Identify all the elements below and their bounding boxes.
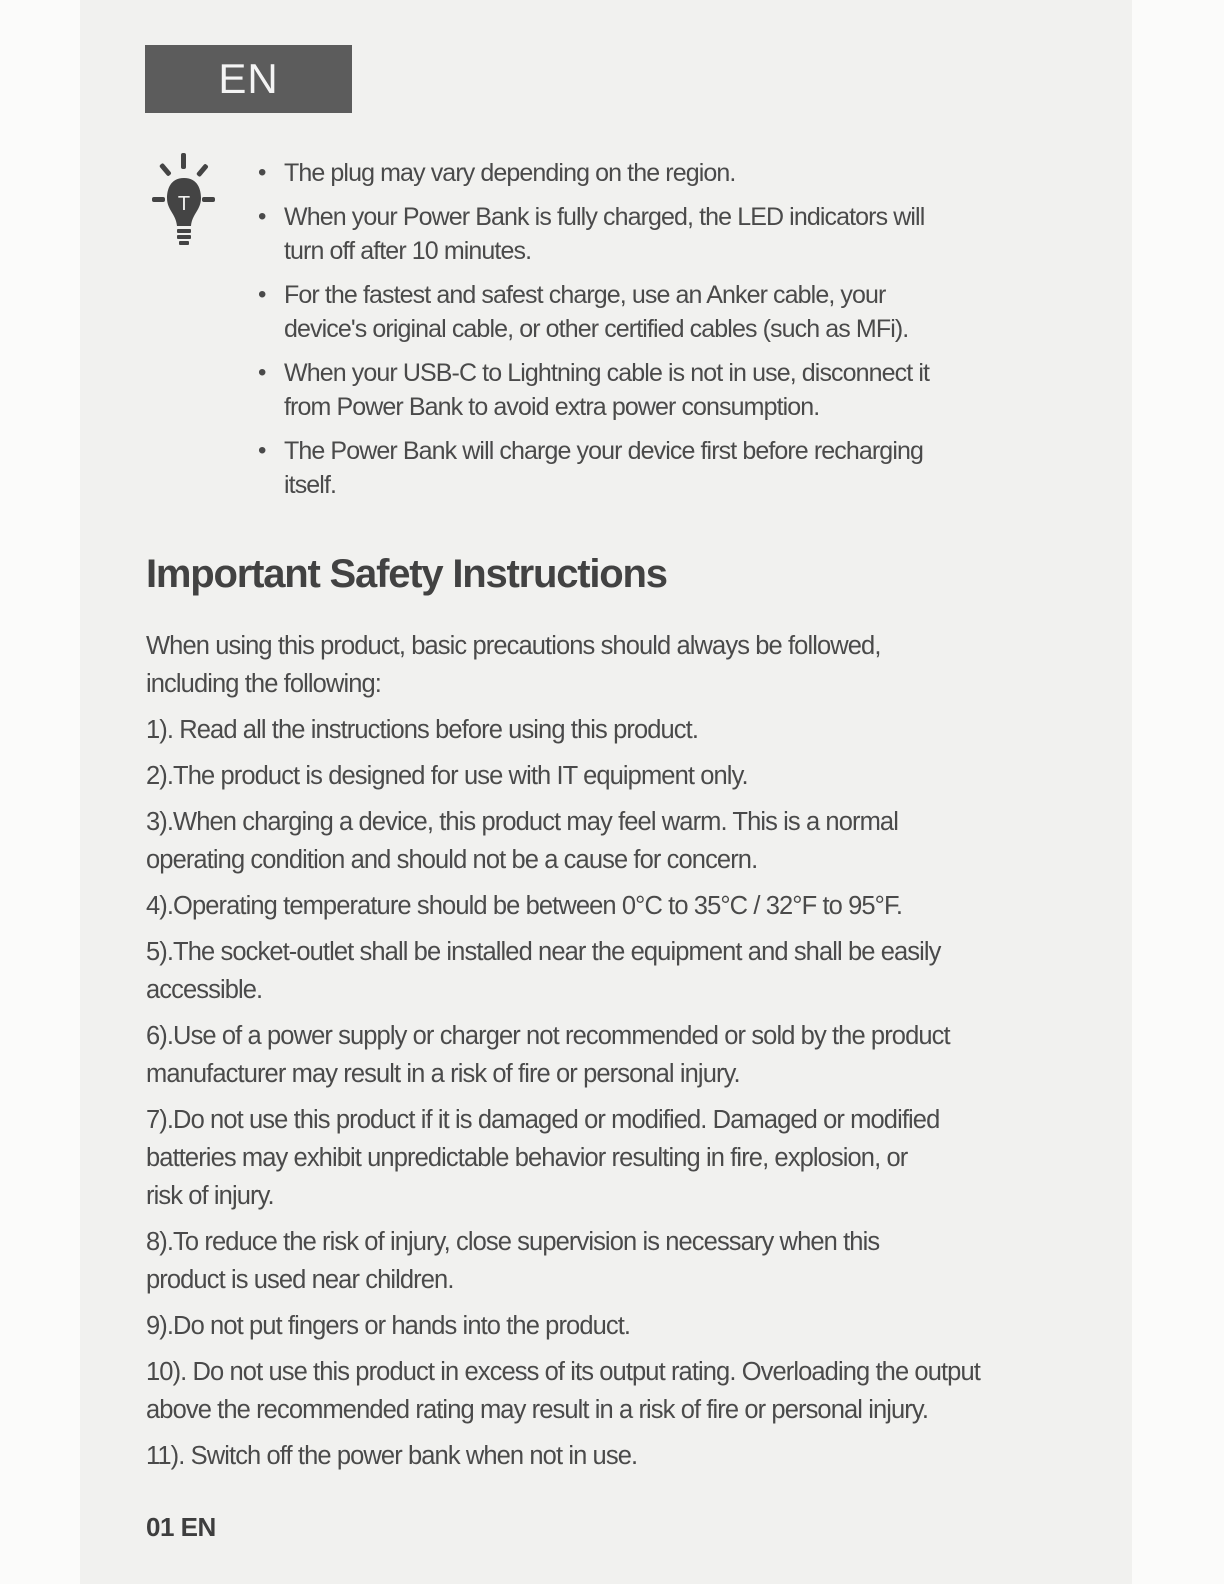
instruction-item	[146, 1017, 1046, 1093]
tip-text: For the fastest and safest charge, use an Anker cable, your	[284, 281, 886, 309]
instruction-text: 10). Do not use this product in excess of its output rating. Overloading the output	[146, 1358, 980, 1386]
instruction-text: 5).The socket-outlet shall be installed near the equipment and shall be easily	[146, 938, 941, 966]
bullet: •	[258, 203, 267, 230]
instruction-text: operating condition and should not be a cause for concern.	[146, 846, 758, 874]
instruction-text: accessible.	[146, 976, 263, 1004]
tip-item	[258, 356, 1018, 424]
bullet: •	[258, 281, 267, 308]
bullet: •	[258, 159, 267, 186]
instruction-text: 1). Read all the instructions before using this product.	[146, 716, 699, 744]
instruction-text: 9).Do not put fingers or hands into the product.	[146, 1312, 631, 1340]
instruction-text: including the following:	[146, 670, 381, 698]
tip-text: device's original cable, or other certified cables (such as MFi).	[284, 315, 909, 343]
instruction-item	[146, 1437, 1046, 1475]
tip-item	[258, 156, 1018, 190]
instruction-text: manufacturer may result in a risk of fire or personal injury.	[146, 1060, 740, 1088]
tip-text: When your Power Bank is fully charged, the LED indicators will	[284, 203, 925, 231]
bullet: •	[258, 437, 267, 464]
instruction-item	[146, 1353, 1046, 1429]
instruction-item	[146, 933, 1046, 1009]
page-number: 01 EN	[146, 1512, 216, 1542]
bullet: •	[258, 359, 267, 386]
instruction-text: When using this product, basic precautions should always be followed,	[146, 632, 881, 660]
tip-text: The Power Bank will charge your device first before recharging	[284, 437, 923, 465]
instruction-text: 2).The product is designed for use with IT equipment only.	[146, 762, 748, 790]
instruction-item	[146, 1307, 1046, 1345]
tip-text: from Power Bank to avoid extra power consumption.	[284, 393, 820, 421]
instruction-text: 8).To reduce the risk of injury, close supervision is necessary when this	[146, 1228, 880, 1256]
tip-item	[258, 200, 1018, 268]
svg-text:T: T	[177, 193, 191, 215]
instruction-item	[146, 1223, 1046, 1299]
instruction-text: 11). Switch off the power bank when not in use.	[146, 1442, 638, 1470]
instruction-text: batteries may exhibit unpredictable behavior resulting in fire, explosion, or	[146, 1144, 908, 1172]
instruction-item	[146, 757, 1046, 795]
tip-item	[258, 278, 1018, 346]
instruction-text: 7).Do not use this product if it is damaged or modified. Damaged or modified	[146, 1106, 940, 1134]
instruction-item	[146, 1101, 1046, 1215]
safety-instructions	[146, 627, 1046, 1483]
instruction-text: 4).Operating temperature should be between 0°C to 35°C / 32°F to 95°F.	[146, 892, 903, 920]
instruction-item	[146, 803, 1046, 879]
language-badge: EN	[145, 45, 352, 113]
instruction-text: 3).When charging a device, this product may feel warm. This is a normal	[146, 808, 898, 836]
tip-text: turn off after 10 minutes.	[284, 237, 532, 265]
page-title: Important Safety Instructions	[146, 552, 667, 596]
tip-text: The plug may vary depending on the region.	[284, 159, 736, 187]
tips-list	[258, 156, 1018, 512]
tip-item	[258, 434, 1018, 502]
tip-text: When your USB-C to Lightning cable is not in use, disconnect it	[284, 359, 930, 387]
lightbulb-icon	[150, 150, 240, 265]
instruction-text: 6).Use of a power supply or charger not recommended or sold by the product	[146, 1022, 950, 1050]
instruction-text: above the recommended rating may result in a risk of fire or personal injury.	[146, 1396, 929, 1424]
tip-text: itself.	[284, 471, 337, 499]
instruction-item	[146, 627, 1046, 703]
instruction-text: risk of injury.	[146, 1182, 274, 1210]
instruction-item	[146, 887, 1046, 925]
instruction-text: product is used near children.	[146, 1266, 454, 1294]
instruction-item	[146, 711, 1046, 749]
